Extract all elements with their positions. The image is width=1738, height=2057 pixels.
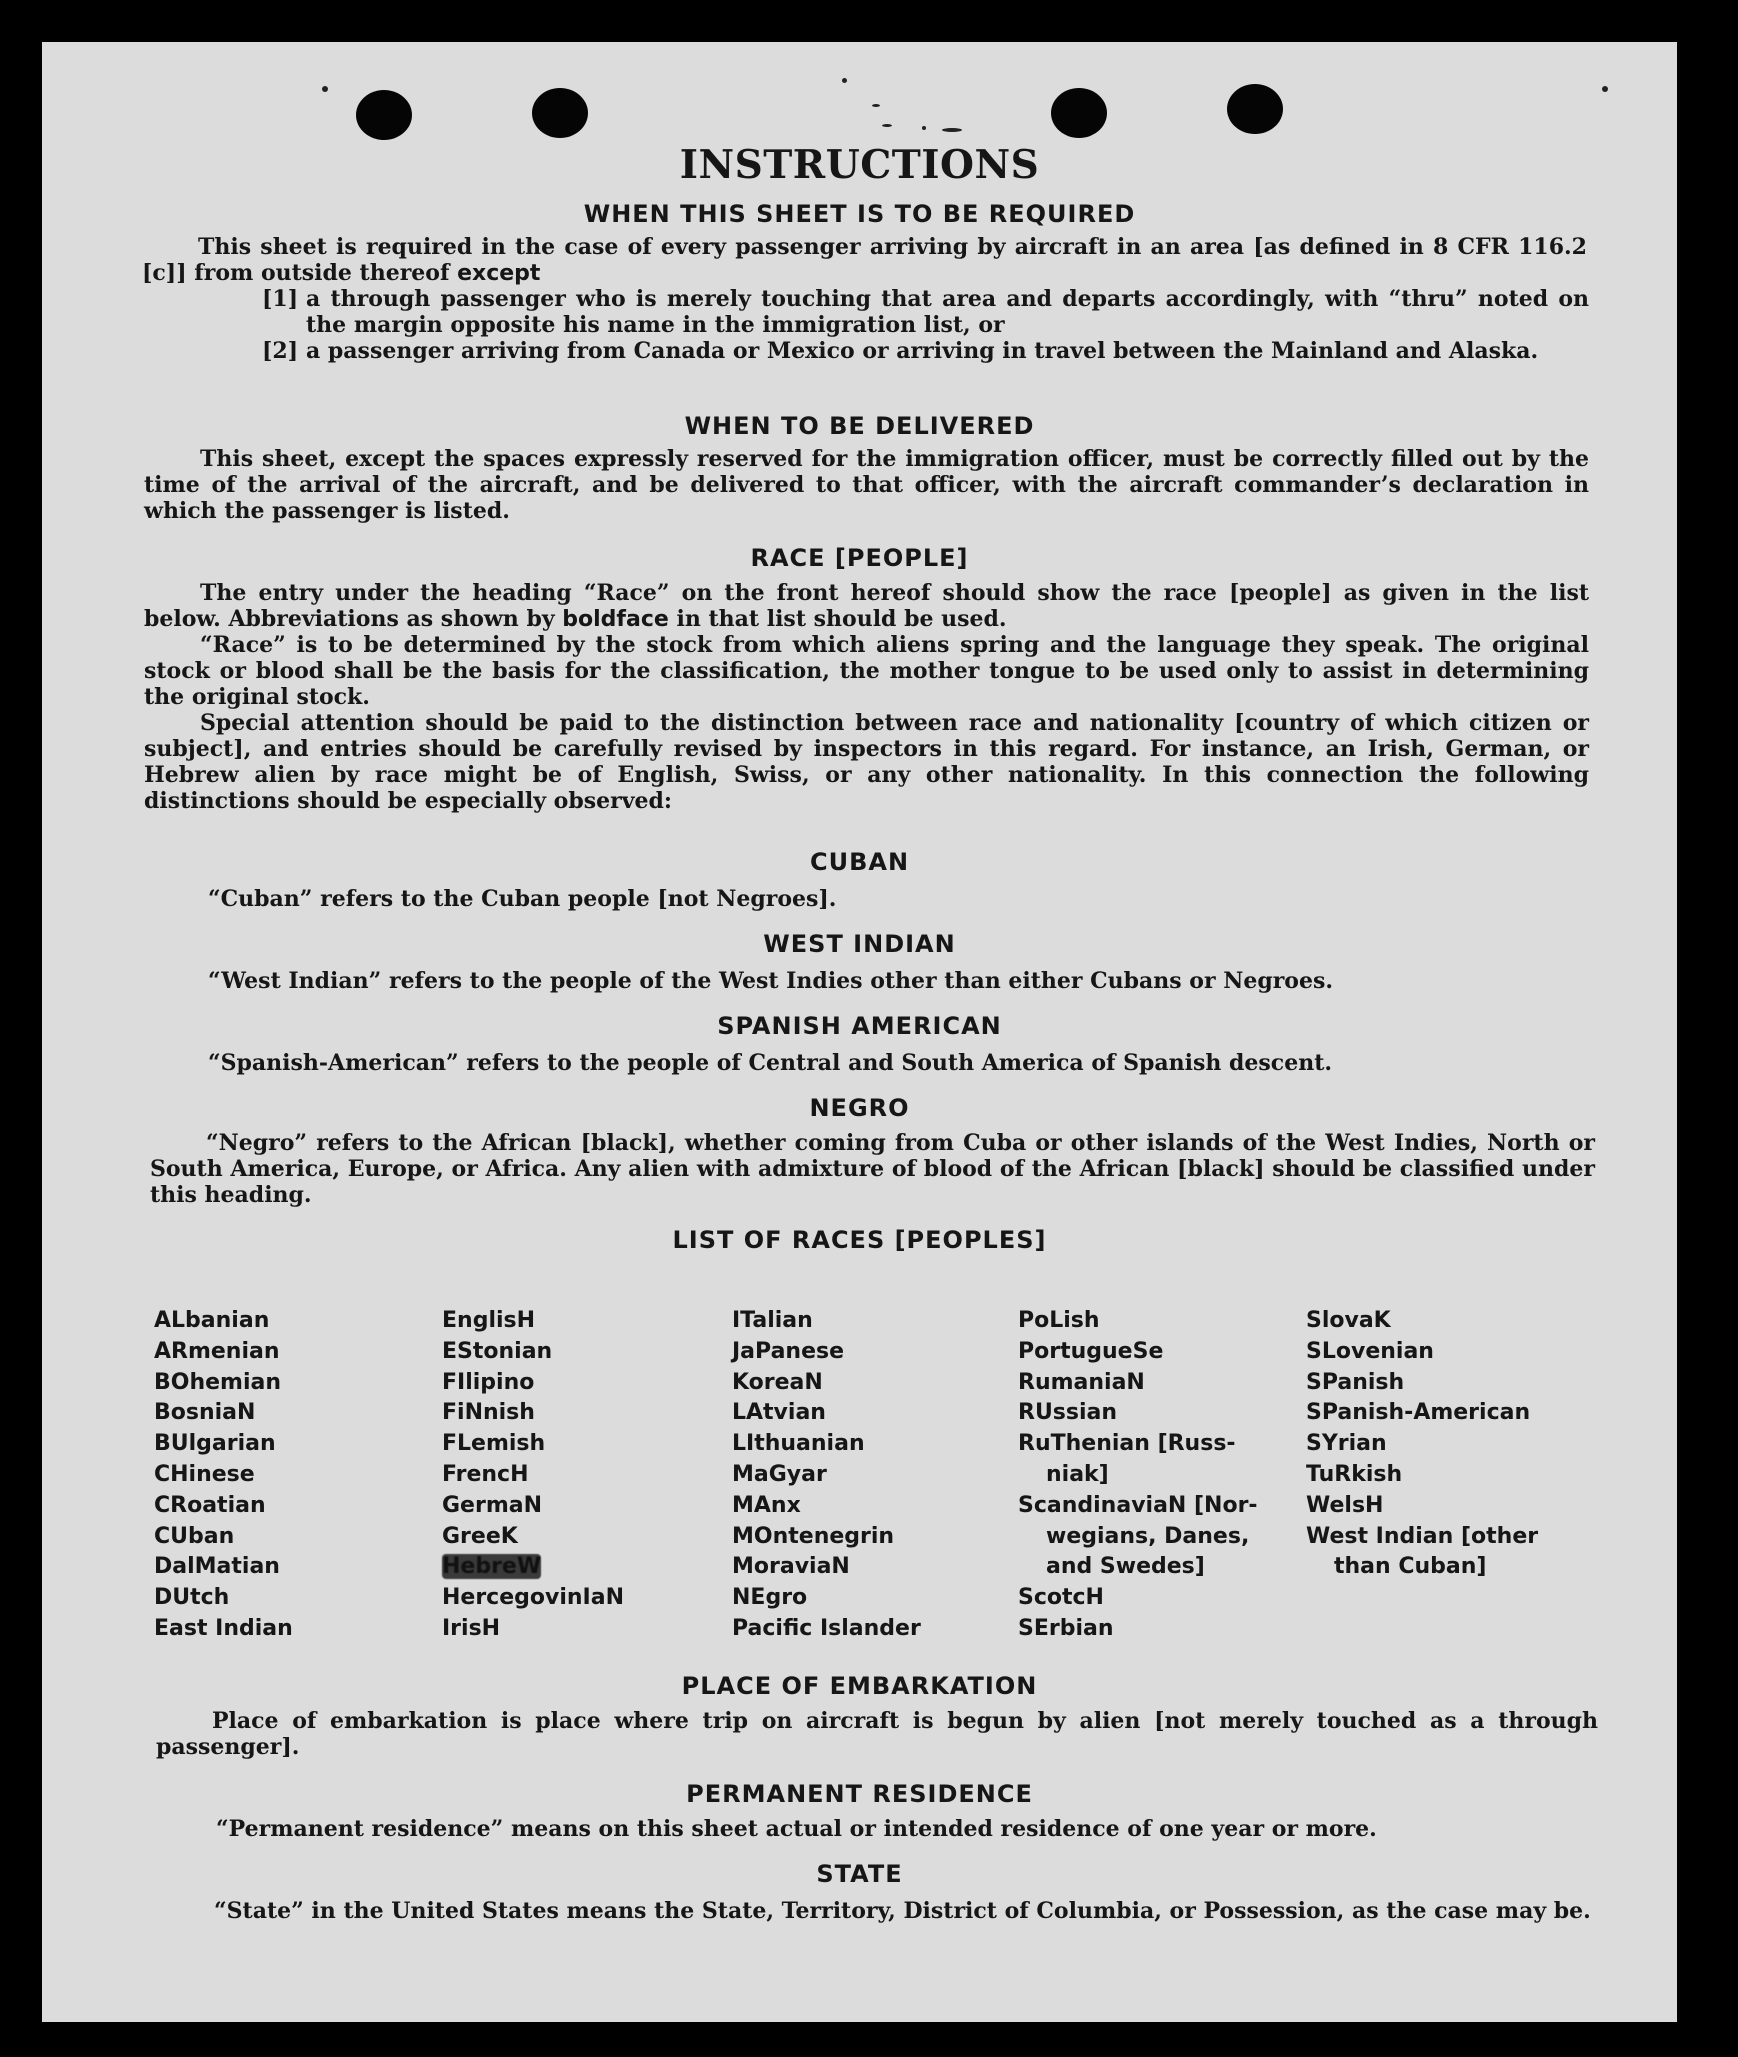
section-heading-embarkation: PLACE OF EMBARKATION [681, 1672, 1038, 1700]
race-list-column-1 [154, 1306, 293, 1645]
required-item-1: a through passenger who is merely touching that area and departs accordingly, with “thru” noted on the margin opposite his name in the immigration list, or [306, 286, 1589, 338]
race-list-item: MAnx [732, 1492, 801, 1518]
spanish-american-text: “Spanish-American” refers to the people of Central and South America of Spanish descent. [208, 1050, 1333, 1076]
section-heading-list-of-races: LIST OF RACES [PEOPLES] [672, 1226, 1047, 1254]
race-list-item: SPanish [1306, 1369, 1405, 1395]
race-list-item: KoreaN [732, 1369, 823, 1395]
ink-speck [922, 126, 926, 130]
embarkation-text: Place of embarkation is place where trip on aircraft is begun by alien [not merely touched as a through passenger]. [156, 1708, 1598, 1760]
race-list-item: Pacific Islander [732, 1615, 921, 1641]
section-heading-delivered: WHEN TO BE DELIVERED [684, 412, 1035, 440]
required-intro: This sheet is required in the case of every passenger arriving by aircraft in an area [as defined in 8 CFR 116.2 [c]] from outside thereof except [142, 234, 1587, 286]
race-list-item: DalMatian [154, 1554, 280, 1580]
punch-hole [532, 88, 588, 138]
instruction-sheet [42, 42, 1677, 2022]
race-list-item: GreeK [442, 1523, 518, 1549]
race-list-item: FrencH [442, 1461, 529, 1487]
race-list-item: SYrian [1306, 1431, 1387, 1457]
delivered-text: This sheet, except the spaces expressly reserved for the immigration officer, must be correctly filled out by the time of the arrival of the aircraft, and be delivered to that officer, with the aircraft commander’s declaration in which the passenger is listed. [144, 446, 1589, 524]
race-list-column-3 [732, 1306, 921, 1645]
race-list-item: WelsH [1306, 1492, 1384, 1518]
residence-text: “Permanent residence” means on this sheet actual or intended residence of one year or more. [216, 1816, 1377, 1842]
race-list-item: SlovaK [1306, 1308, 1391, 1333]
race-list-item: NEgro [732, 1585, 808, 1611]
section-heading-negro: NEGRO [809, 1094, 910, 1122]
race-list-item-continuation: niak] [1046, 1461, 1109, 1487]
struck-through-entry: HebreW [442, 1554, 542, 1580]
race-list-item: GermaN [442, 1492, 543, 1518]
race-list-item-continuation: wegians, Danes, [1046, 1523, 1250, 1549]
section-heading-race: RACE [PEOPLE] [750, 544, 969, 572]
section-heading-state: STATE [816, 1860, 903, 1888]
ink-speck [842, 78, 847, 83]
race-list-item: ITalian [732, 1308, 813, 1333]
race-list-item: West Indian [other [1306, 1523, 1539, 1549]
ink-speck [872, 104, 880, 107]
race-list-item: SErbian [1018, 1615, 1114, 1641]
section-heading-spanish-american: SPANISH AMERICAN [717, 1012, 1002, 1040]
punch-hole [1051, 88, 1107, 138]
race-list-item: MOntenegrin [732, 1523, 895, 1549]
race-list-item: RumaniaN [1018, 1369, 1145, 1395]
page-title: INSTRUCTIONS [679, 142, 1040, 188]
race-list-item: LIthuanian [732, 1431, 865, 1457]
race-list-item: LAtvian [732, 1400, 826, 1426]
race-list-item: MoraviaN [732, 1554, 850, 1580]
required-item-2-number: [2] [262, 338, 299, 364]
race-list-item: BOhemian [154, 1369, 282, 1395]
required-item-1-number: [1] [262, 286, 299, 312]
race-list-item: TuRkish [1306, 1461, 1403, 1487]
race-list-item: SLovenian [1306, 1338, 1434, 1364]
race-list-item [442, 1552, 624, 1583]
west-indian-text: “West Indian” refers to the people of the West Indies other than either Cubans or Negroes. [208, 968, 1334, 994]
section-heading-required: WHEN THIS SHEET IS TO BE REQUIRED [583, 200, 1136, 228]
race-list-item-continuation: and Swedes] [1046, 1554, 1205, 1580]
race-list-item-continuation: than Cuban] [1334, 1554, 1487, 1580]
race-list-column-2 [442, 1306, 624, 1645]
race-list-item: CRoatian [154, 1492, 266, 1518]
race-list-item: SPanish-American [1306, 1400, 1531, 1426]
race-list-item: PortugueSe [1018, 1338, 1164, 1364]
race-paragraph-1: The entry under the heading “Race” on the front hereof should show the race [people] as given in the list below. Abbreviations as shown by boldface in that list should be used. [144, 580, 1589, 632]
section-heading-residence: PERMANENT RESIDENCE [686, 1780, 1033, 1808]
race-list-column-4 [1018, 1306, 1258, 1645]
race-list-item: ARmenian [154, 1338, 280, 1364]
punch-hole [1227, 84, 1283, 134]
ink-speck [882, 124, 892, 127]
race-list-item: ALbanian [154, 1308, 270, 1333]
race-list-item: CHinese [154, 1461, 255, 1487]
negro-text: “Negro” refers to the African [black], whether coming from Cuba or other islands of the West Indies, North or South America, Europe, or Africa. Any alien with admixture of blood of the African [black] should be classified under this heading. [150, 1130, 1595, 1208]
race-list-item: CUban [154, 1523, 235, 1549]
ink-speck [942, 128, 962, 132]
race-list-item: BosniaN [154, 1400, 256, 1426]
race-paragraph-3: Special attention should be paid to the distinction between race and nationality [country of which citizen or subject], and entries should be carefully revised by inspectors in this regard. For instance, an Irish, German, or Hebrew alien by race might be of English, Swiss, or any other nationality. In this connection the following distinctions should be especially observed: [144, 710, 1589, 814]
race-list-item: FiNnish [442, 1400, 535, 1426]
race-list-item: EStonian [442, 1338, 553, 1364]
race-list-item: HercegovinIaN [442, 1585, 624, 1611]
race-paragraph-2: “Race” is to be determined by the stock from which aliens spring and the language they speak. The original stock or blood shall be the basis for the classification, the mother tongue to be used only to assist in determining the original stock. [144, 632, 1589, 710]
race-list-item: IrisH [442, 1615, 501, 1641]
race-list-item: FIlipino [442, 1369, 535, 1395]
race-list-item: JaPanese [732, 1338, 845, 1364]
ink-speck [1602, 86, 1608, 92]
state-text: “State” in the United States means the State, Territory, District of Columbia, or Possession, as the case may be. [214, 1898, 1591, 1924]
race-list-item: BUlgarian [154, 1431, 276, 1457]
section-heading-cuban: CUBAN [809, 848, 910, 876]
race-list-column-5 [1306, 1306, 1538, 1583]
punch-hole [356, 90, 412, 140]
ink-speck [322, 86, 328, 92]
race-list-item: MaGyar [732, 1461, 827, 1487]
race-list-item: RUssian [1018, 1400, 1118, 1426]
race-list-item: DUtch [154, 1585, 230, 1611]
race-list-item: FLemish [442, 1431, 546, 1457]
race-list-item: RuThenian [Russ- [1018, 1431, 1236, 1457]
race-list-item: ScandinaviaN [Nor- [1018, 1492, 1258, 1518]
section-heading-west-indian: WEST INDIAN [763, 930, 956, 958]
required-item-2: a passenger arriving from Canada or Mexico or arriving in travel between the Mainland and Alaska. [306, 338, 1539, 364]
race-list-item: PoLish [1018, 1308, 1100, 1333]
cuban-text: “Cuban” refers to the Cuban people [not Negroes]. [208, 886, 837, 912]
race-list-item: EnglisH [442, 1308, 536, 1333]
race-list-item: East Indian [154, 1615, 293, 1641]
race-list-item: ScotcH [1018, 1585, 1104, 1611]
